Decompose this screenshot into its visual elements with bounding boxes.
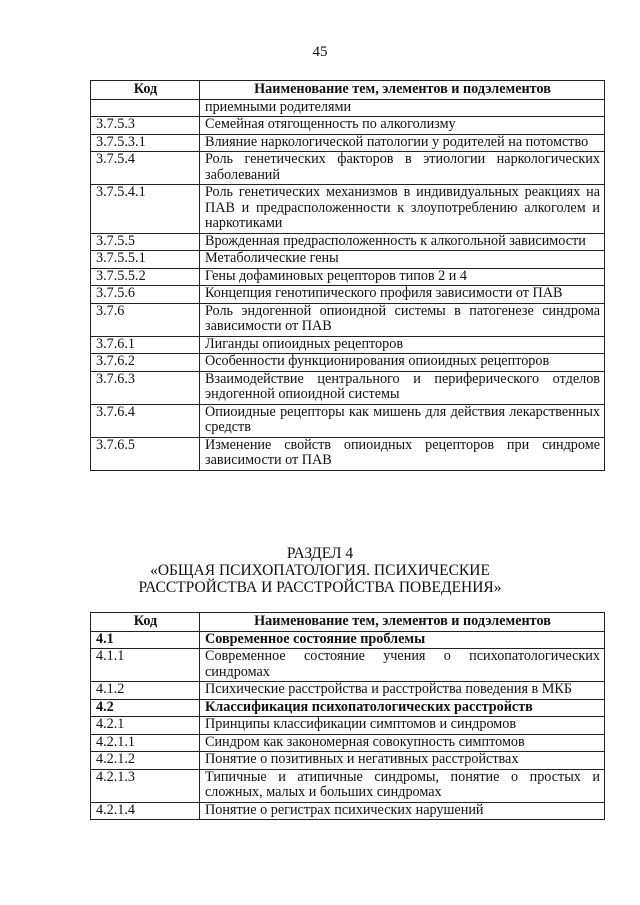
topic-code: 3.7.5.3.1 xyxy=(91,134,200,152)
topic-name: Принципы классификации симптомов и синдромов xyxy=(200,717,605,735)
topic-name: Типичные и атипичные синдромы, понятие о простых и сложных, малых и больших синдромах xyxy=(200,769,605,802)
column-header-code: Код xyxy=(91,81,200,100)
topic-name: Роль генетических механизмов в индивидуальных реакциях на ПАВ и предрасположенности к злоупотреблению алкоголем и наркотиками xyxy=(200,185,605,234)
table-row xyxy=(91,251,605,269)
topic-code: 4.1.2 xyxy=(91,682,200,700)
table-row xyxy=(91,752,605,770)
topic-code: 3.7.5.3 xyxy=(91,117,200,135)
table-row xyxy=(91,152,605,185)
topic-name: Классификация психопатологических расстройств xyxy=(200,699,605,717)
topic-code: 4.2.1 xyxy=(91,717,200,735)
topic-name: приемными родителями xyxy=(200,99,605,117)
topic-code: 3.7.6.4 xyxy=(91,404,200,437)
topic-name: Гены дофаминовых рецепторов типов 2 и 4 xyxy=(200,268,605,286)
table-row xyxy=(91,437,605,470)
topic-name: Семейная отягощенность по алкоголизму xyxy=(200,117,605,135)
table-row xyxy=(91,371,605,404)
table-row xyxy=(91,631,605,649)
table-row xyxy=(91,117,605,135)
table-row xyxy=(91,185,605,234)
topic-code: 3.7.6.1 xyxy=(91,336,200,354)
table-row xyxy=(91,134,605,152)
topic-name: Опиоидные рецепторы как мишень для действия лекарственных средств xyxy=(200,404,605,437)
topic-code: 4.1 xyxy=(91,631,200,649)
topic-name: Роль генетических факторов в этиологии наркологических заболеваний xyxy=(200,152,605,185)
table-row xyxy=(91,769,605,802)
table-header-row xyxy=(91,81,605,100)
topic-name: Понятие о регистрах психических нарушений xyxy=(200,802,605,820)
topic-code: 4.2.1.1 xyxy=(91,734,200,752)
topic-code xyxy=(91,99,200,117)
topic-code: 3.7.5.5.2 xyxy=(91,268,200,286)
topic-name: Роль эндогенной опиоидной системы в патогенезе синдрома зависимости от ПАВ xyxy=(200,303,605,336)
column-header-name: Наименование тем, элементов и подэлементов xyxy=(200,613,605,632)
topic-code: 3.7.5.5.1 xyxy=(91,251,200,269)
topic-code: 4.2.1.2 xyxy=(91,752,200,770)
table-body xyxy=(91,99,605,470)
table-row xyxy=(91,649,605,682)
topic-name: Современное состояние проблемы xyxy=(200,631,605,649)
table-row xyxy=(91,303,605,336)
table-row xyxy=(91,734,605,752)
topic-name: Понятие о позитивных и негативных расстройствах xyxy=(200,752,605,770)
section-number: РАЗДЕЛ 4 xyxy=(286,545,354,562)
topic-name: Концепция генотипического профиля зависимости от ПАВ xyxy=(200,286,605,304)
topic-name: Взаимодействие центрального и периферического отделов эндогенной опиоидной системы xyxy=(200,371,605,404)
topics-table-section-3 xyxy=(90,80,605,471)
table-row xyxy=(91,354,605,372)
section-title-line-1: «ОБЩАЯ ПСИХОПАТОЛОГИЯ. ПСИХИЧЕСКИЕ xyxy=(150,562,490,579)
column-header-code: Код xyxy=(91,613,200,632)
table-row xyxy=(91,699,605,717)
table-row xyxy=(91,404,605,437)
topic-code: 4.1.1 xyxy=(91,649,200,682)
table-row xyxy=(91,717,605,735)
table-row xyxy=(91,286,605,304)
section-title-line-2: РАССТРОЙСТВА И РАССТРОЙСТВА ПОВЕДЕНИЯ» xyxy=(138,579,502,596)
table-header-row xyxy=(91,613,605,632)
table-row xyxy=(91,802,605,820)
topic-name: Современное состояние учения о психопатологических синдромах xyxy=(200,649,605,682)
topic-code: 3.7.5.4 xyxy=(91,152,200,185)
topic-code: 4.2.1.4 xyxy=(91,802,200,820)
topic-code: 4.2.1.3 xyxy=(91,769,200,802)
table-row xyxy=(91,268,605,286)
table-body xyxy=(91,631,605,820)
topic-name: Психические расстройства и расстройства поведения в МКБ xyxy=(200,682,605,700)
topic-code: 3.7.6.3 xyxy=(91,371,200,404)
table-row xyxy=(91,682,605,700)
section-heading xyxy=(0,545,640,596)
topic-name: Метаболические гены xyxy=(200,251,605,269)
column-header-name: Наименование тем, элементов и подэлементов xyxy=(200,81,605,100)
topic-code: 3.7.6.2 xyxy=(91,354,200,372)
table-row xyxy=(91,336,605,354)
topic-code: 3.7.5.6 xyxy=(91,286,200,304)
topic-code: 3.7.5.4.1 xyxy=(91,185,200,234)
table-row xyxy=(91,233,605,251)
topic-name: Изменение свойств опиоидных рецепторов при синдроме зависимости от ПАВ xyxy=(200,437,605,470)
topic-name: Врожденная предрасположенность к алкогольной зависимости xyxy=(200,233,605,251)
topic-name: Особенности функционирования опиоидных рецепторов xyxy=(200,354,605,372)
topic-code: 3.7.5.5 xyxy=(91,233,200,251)
topic-name: Лиганды опиоидных рецепторов xyxy=(200,336,605,354)
topic-name: Влияние наркологической патологии у родителей на потомство xyxy=(200,134,605,152)
page-number: 45 xyxy=(312,44,328,60)
topic-code: 3.7.6.5 xyxy=(91,437,200,470)
topics-table-section-4 xyxy=(90,612,605,820)
topic-name: Синдром как закономерная совокупность симптомов xyxy=(200,734,605,752)
topic-code: 3.7.6 xyxy=(91,303,200,336)
topic-code: 4.2 xyxy=(91,699,200,717)
table-row xyxy=(91,99,605,117)
